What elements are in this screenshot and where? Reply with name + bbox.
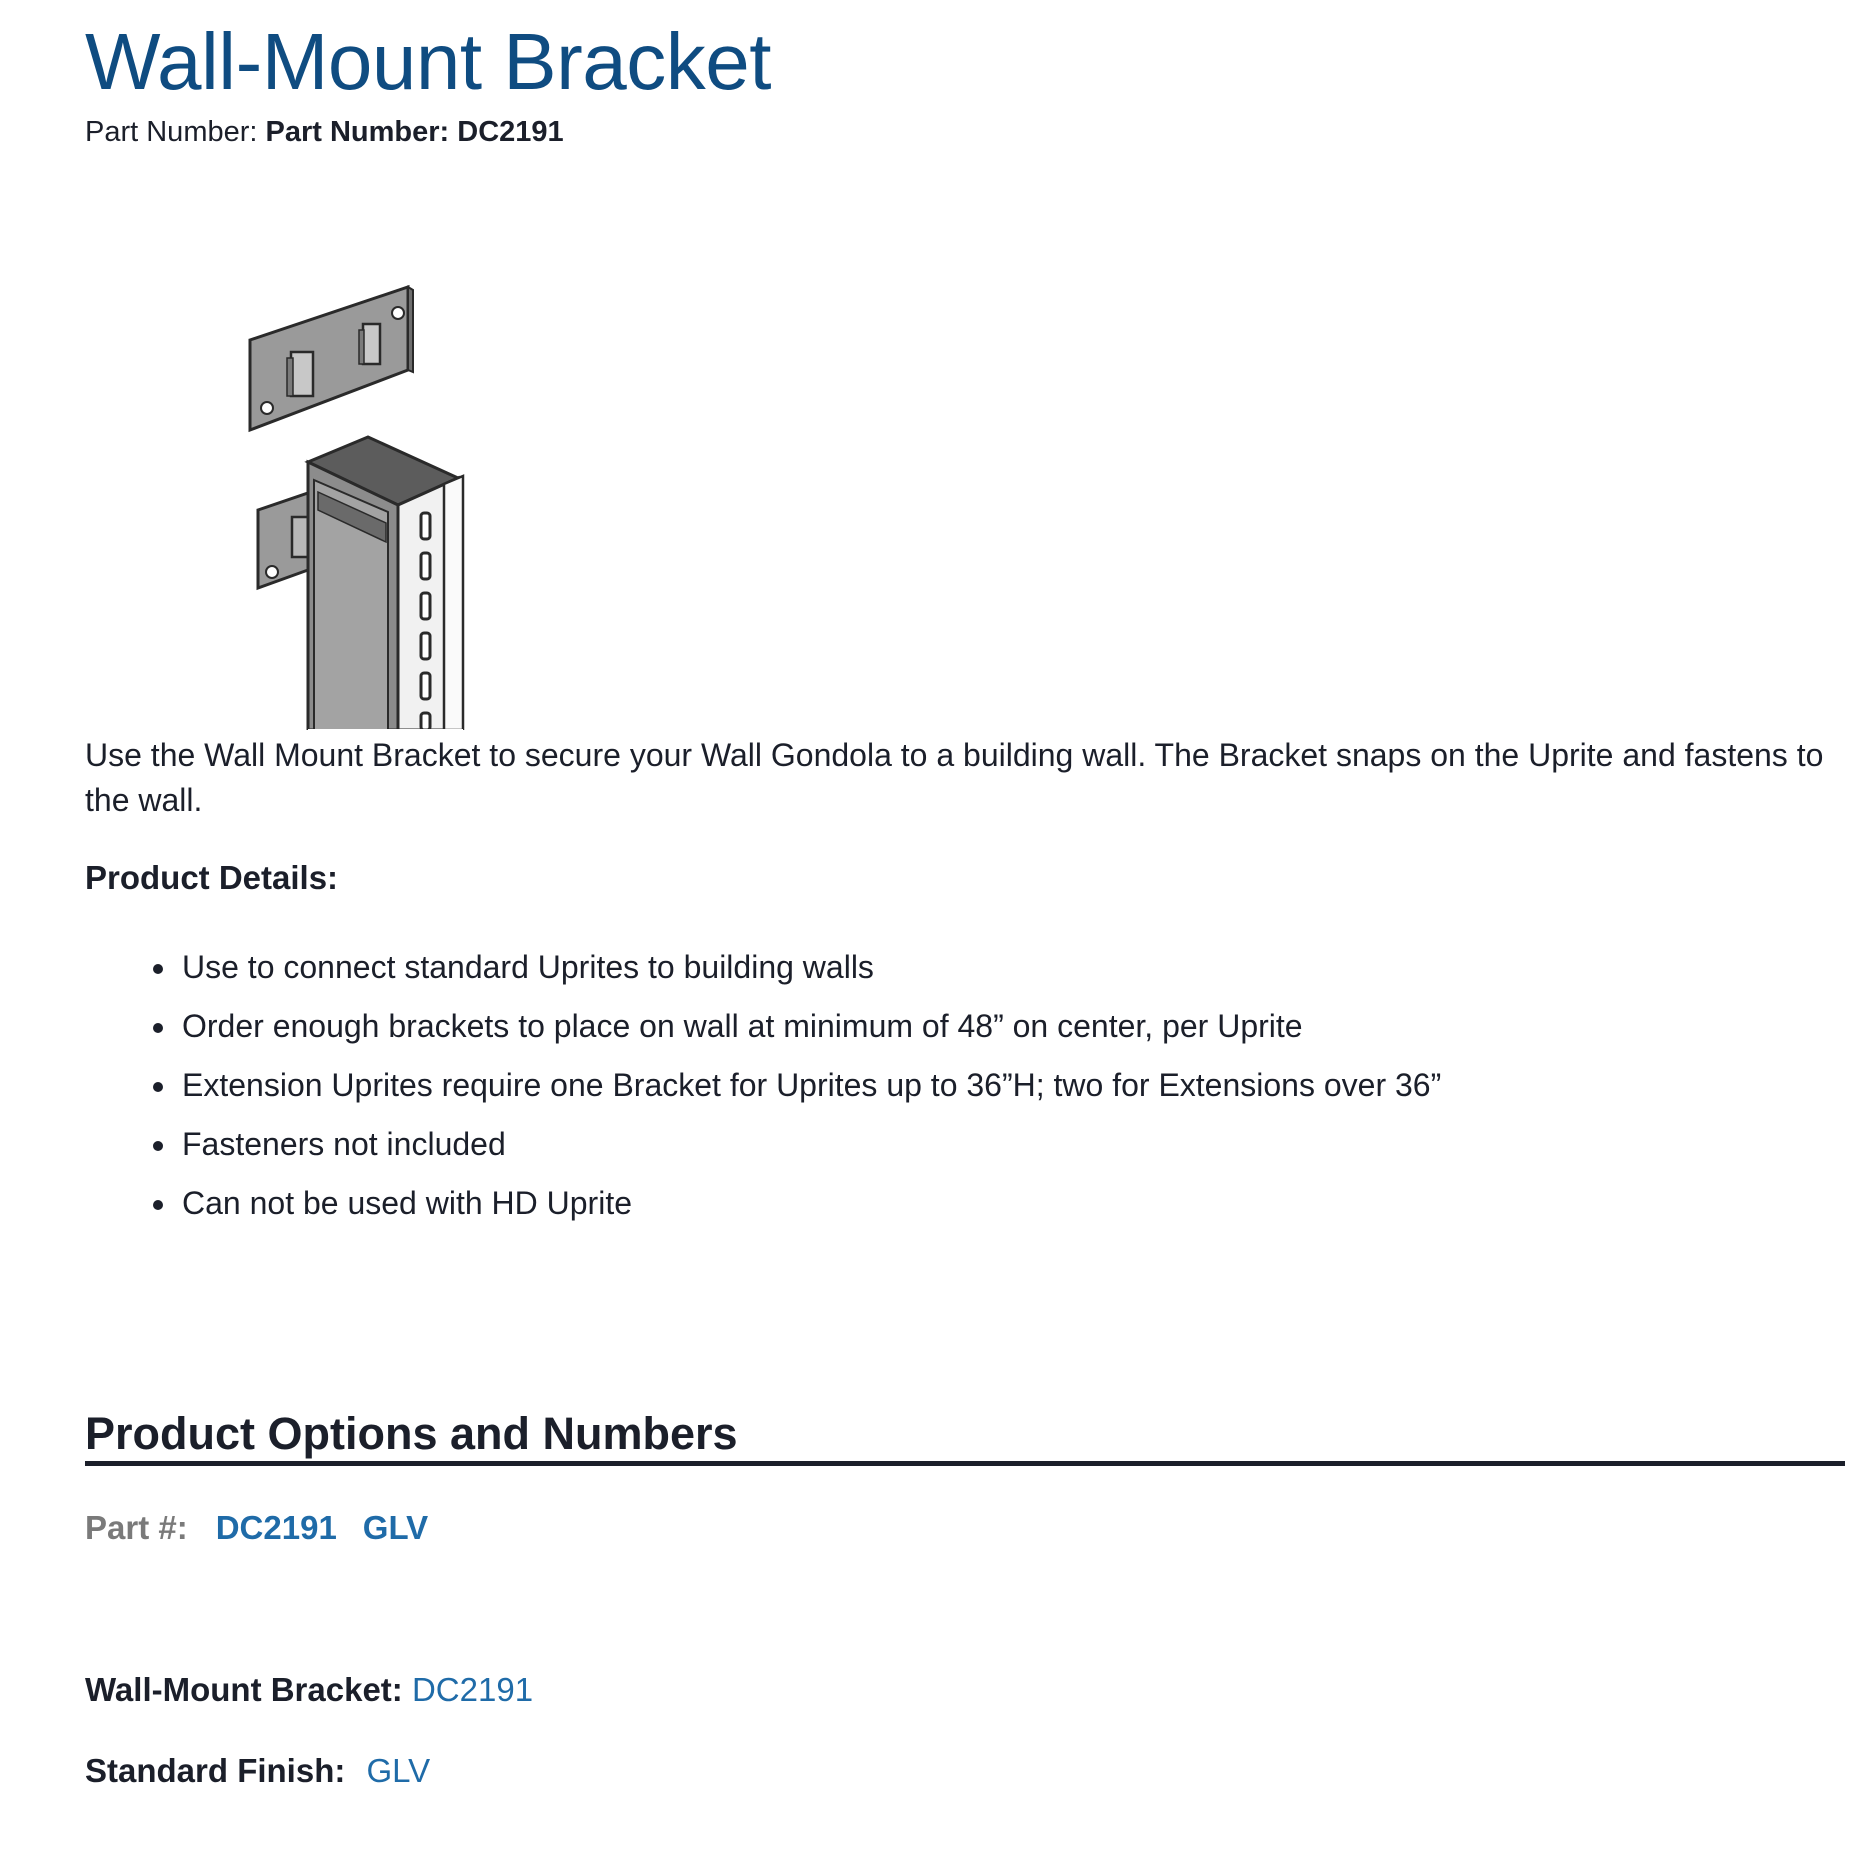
- bracket-plate-icon: [250, 287, 413, 430]
- part-number-value: Part Number: DC2191: [265, 116, 564, 148]
- list-item-text: Can not be used with HD Uprite: [182, 1185, 632, 1221]
- list-item: [85, 1115, 1441, 1174]
- part-number-label: Part Number:: [85, 116, 266, 148]
- list-item: [85, 1056, 1441, 1115]
- product-description: Use the Wall Mount Bracket to secure your Wall Gondola to a building wall. The Bracket snaps on the Uprite and fastens to the wall.: [85, 737, 1824, 818]
- bullet-icon: [153, 1200, 163, 1210]
- part-code-link-glv[interactable]: GLV: [362, 1509, 429, 1546]
- finish-code-link[interactable]: GLV: [366, 1752, 431, 1789]
- list-item-text: Use to connect standard Uprites to building walls: [182, 949, 874, 985]
- part-code-link-dc2191[interactable]: DC2191: [215, 1509, 337, 1546]
- uprite-with-bracket-icon: [258, 437, 463, 730]
- bracket-spec-row: [85, 1673, 533, 1706]
- part-number-row: [85, 1511, 454, 1544]
- list-item: [85, 997, 1441, 1056]
- list-item-text: Order enough brackets to place on wall at minimum of 48” on center, per Uprite: [182, 1008, 1303, 1044]
- list-item: [85, 938, 1441, 997]
- product-details-list: [85, 938, 1441, 1233]
- list-item: [85, 1174, 1441, 1233]
- part-number-row-label: Part #:: [85, 1509, 188, 1546]
- product-details-heading: Product Details:: [85, 859, 339, 896]
- product-options-heading: Product Options and Numbers: [85, 1408, 738, 1459]
- bullet-icon: [153, 1082, 163, 1092]
- bullet-icon: [153, 964, 163, 974]
- bracket-spec-label: Wall-Mount Bracket:: [85, 1671, 403, 1708]
- section-divider: [85, 1461, 1845, 1466]
- finish-spec-row: [85, 1754, 430, 1787]
- bullet-icon: [153, 1141, 163, 1151]
- bracket-product-image: [248, 280, 568, 730]
- bullet-icon: [153, 1023, 163, 1033]
- bracket-code-link[interactable]: DC2191: [411, 1671, 534, 1708]
- page-title: Wall-Mount Bracket: [85, 17, 771, 106]
- part-number-line: [85, 118, 564, 147]
- finish-spec-label: Standard Finish:: [85, 1752, 346, 1789]
- list-item-text: Fasteners not included: [182, 1126, 506, 1162]
- list-item-text: Extension Uprites require one Bracket for Uprites up to 36”H; two for Extensions over 36”: [182, 1067, 1442, 1103]
